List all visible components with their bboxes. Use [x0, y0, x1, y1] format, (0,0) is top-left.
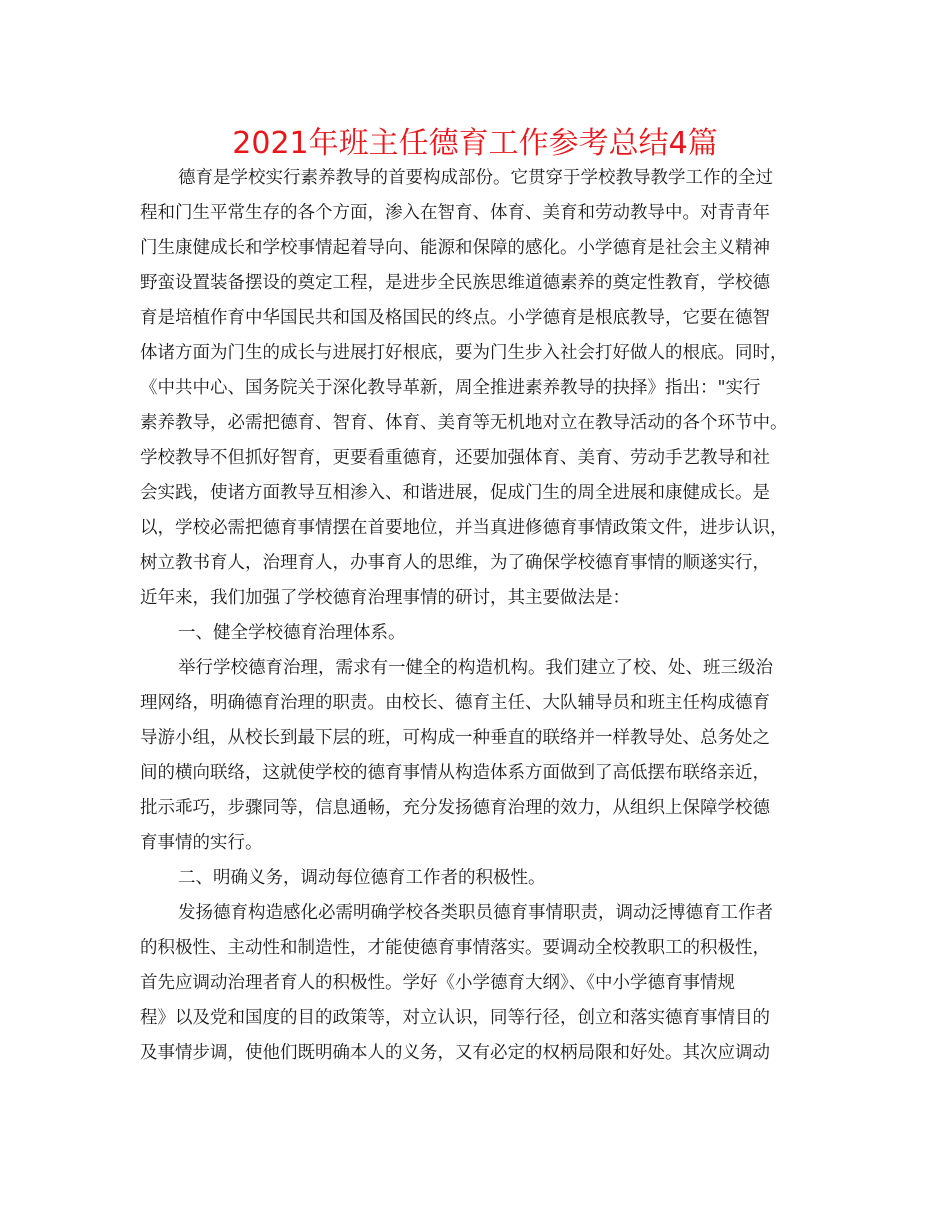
text-line: 二、明确义务，调动每位德育工作者的积极性。 [178, 868, 546, 888]
text-line: 及事情步调，使他们既明确本人的义务，又有必定的权柄局限和好处。其次应调动 [140, 1043, 770, 1063]
text-line: 体诸方面为门生的成长与进展打好根底，要为门生步入社会打好做人的根底。同时， [140, 343, 788, 363]
text-line: 程和门生平常生存的各个方面，渗入在智育、体育、美育和劳动教导中。对青青年 [140, 203, 770, 223]
text-line: 学校教导不但抓好智育，更要看重德育，还要加强体育、美育、劳动手艺教导和社 [140, 448, 770, 468]
text-line: 树立教书育人，治理育人，办事育人的思维，为了确保学校德育事情的顺遂实行， [140, 553, 770, 573]
text-line: 举行学校德育治理，需求有一健全的构造机构。我们建立了校、处、班三级治 [178, 658, 773, 678]
text-line: 野蛮设置装备摆设的奠定工程，是进步全民族思维道德素养的奠定性教育，学校德 [140, 273, 770, 293]
text-line: 首先应调动治理者育人的积极性。学好《小学德育大纲》、《中小学德育事情规 [140, 973, 735, 993]
text-line: 一、健全学校德育治理体系。 [178, 623, 406, 643]
text-line: 德育是学校实行素养教导的首要构成部份。它贯穿于学校教导教学工作的全过 [178, 168, 773, 188]
text-line: 导游小组，从校长到最下层的班，可构成一种垂直的联络并一样教导处、总务处之 [140, 728, 770, 748]
text-line: 发扬德育构造感化必需明确学校各类职员德育事情职责，调动泛博德育工作者 [178, 903, 773, 923]
text-line: 会实践，使诸方面教导互相渗入、和谐进展，促成门生的周全进展和康健成长。是 [140, 483, 770, 503]
text-line: 育是培植作育中华国民共和国及格国民的终点。小学德育是根底教导，它要在德智 [140, 308, 770, 328]
text-line: 门生康健成长和学校事情起着导向、能源和保障的感化。小学德育是社会主义精神 [140, 238, 770, 258]
text-line: 以，学校必需把德育事情摆在首要地位，并当真进修德育事情政策文件，进步认识， [140, 518, 788, 538]
text-line: 素养教导，必需把德育、智育、体育、美育等无机地对立在教导活动的各个环节中。 [140, 413, 788, 433]
text-line: 育事情的实行。 [140, 833, 263, 853]
text-line: 的积极性、主动性和制造性，才能使德育事情落实。要调动全校教职工的积极性， [140, 938, 770, 958]
text-line: 理网络，明确德育治理的职责。由校长、德育主任、大队辅导员和班主任构成德育 [140, 693, 770, 713]
text-line: 批示乖巧，步骤同等，信息通畅，充分发扬德育治理的效力，从组织上保障学校德 [140, 798, 770, 818]
text-line: 间的横向联络，这就使学校的德育事情从构造体系方面做到了高低摆布联络亲近， [140, 763, 770, 783]
text-line: 程》以及党和国度的目的政策等，对立认识，同等行径，创立和落实德育事情目的 [140, 1008, 770, 1028]
text-line: 《中共中心、国务院关于深化教导革新，周全推进素养教导的抉择》指出："实行 [140, 378, 761, 398]
document-body [140, 161, 820, 1071]
document-title: 2021年班主任德育工作参考总结4篇 [232, 126, 718, 161]
text-line: 近年来，我们加强了学校德育治理事情的研讨，其主要做法是： [140, 588, 630, 608]
